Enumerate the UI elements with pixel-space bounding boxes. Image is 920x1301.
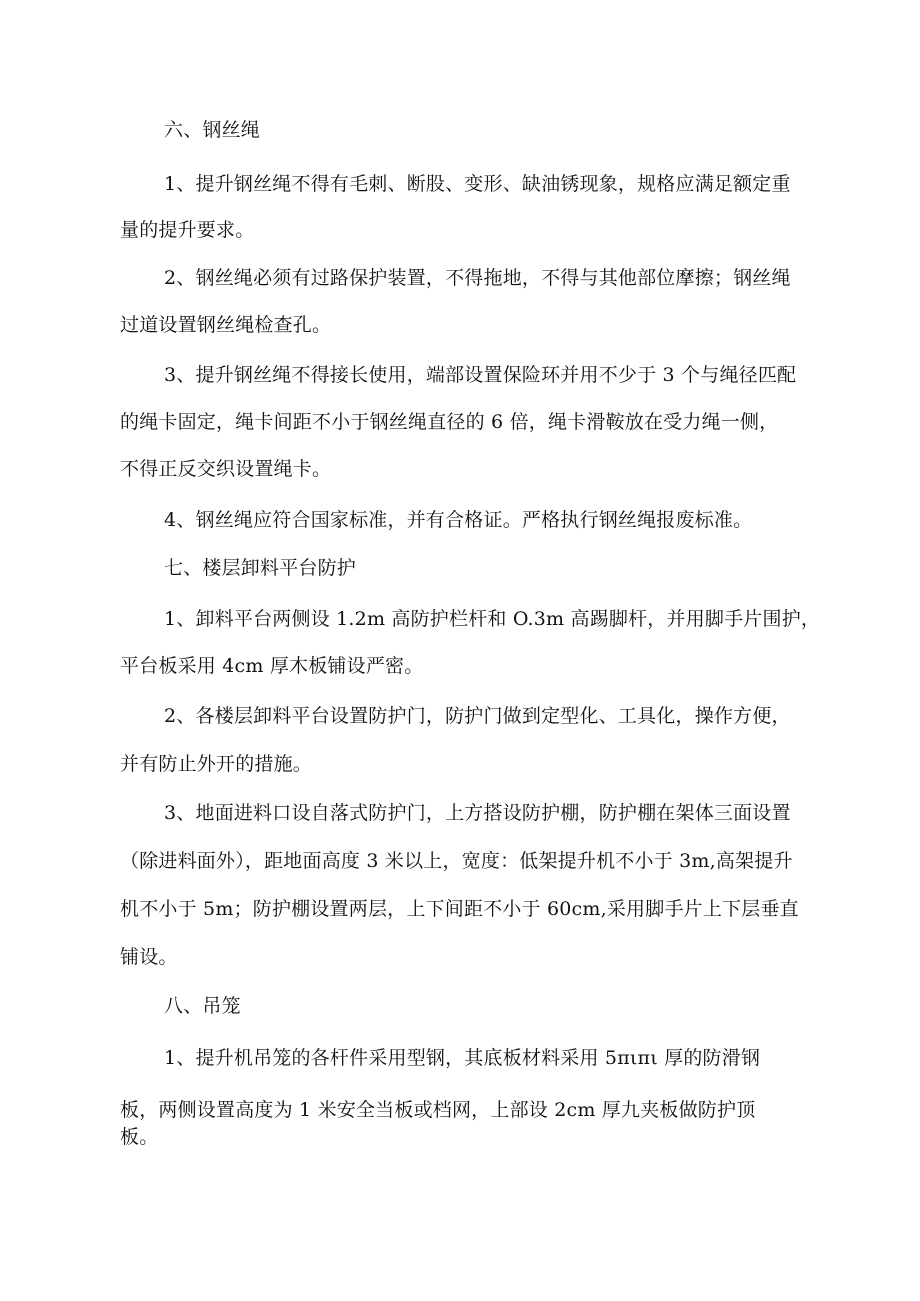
section-6-heading: 六、钢丝绳 [164, 119, 261, 141]
s8-item-1-line-2: 板，两侧设置高度为 1 米安全当板或档网，上部设 2cm 厚九夹板做防护顶 [120, 1099, 756, 1121]
s6-item-2-line-2: 过道设置钢丝绳检查孔。 [120, 314, 332, 336]
s7-item-2-line-1: 2、各楼层卸料平台设置防护门，防护门做到定型化、工具化，操作方便， [164, 705, 791, 727]
s7-item-1-line-2: 平台板采用 4cm 厚木板铺设严密。 [120, 655, 424, 677]
s6-item-3-line-2: 的绳卡固定，绳卡间距不小于钢丝绳直径的 6 倍，绳卡滑鞍放在受力绳一侧， [120, 411, 779, 433]
s6-item-4-line-1: 4、钢丝绳应符合国家标准，并有合格证。严格执行钢丝绳报废标准。 [164, 509, 753, 531]
s7-item-1-line-1: 1、卸料平台两侧设 1.2m 高防护栏杆和 O.3m 高踢脚杆，并用脚手片围护， [164, 608, 821, 630]
s6-item-2-line-1: 2、钢丝绳必须有过路保护装置，不得拖地，不得与其他部位摩擦；钢丝绳 [164, 267, 791, 289]
s7-item-2-line-2: 并有防止外开的措施。 [120, 753, 313, 775]
s6-item-3-line-1: 3、提升钢丝绳不得接长使用，端部设置保险环并用不少于 3 个与绳径匹配 [164, 364, 797, 386]
section-7-heading: 七、楼层卸料平台防护 [164, 557, 357, 579]
s7-item-3-line-1: 3、地面进料口设自落式防护门，上方搭设防护棚，防护棚在架体三面设置 [164, 802, 791, 824]
s6-item-1-line-1: 1、提升钢丝绳不得有毛刺、断股、变形、缺油锈现象，规格应满足额定重 [164, 173, 791, 195]
s7-item-3-line-2: （除进料面外），距地面高度 3 米以上，宽度：低架提升机不小于 3m,高架提升 [120, 850, 793, 872]
s7-item-3-line-4: 铺设。 [120, 946, 178, 968]
s6-item-3-line-3: 不得正反交织设置绳卡。 [120, 458, 332, 480]
s6-item-1-line-2: 量的提升要求。 [120, 219, 255, 241]
section-8-heading: 八、吊笼 [164, 995, 241, 1017]
s8-item-1-line-1: 1、提升机吊笼的各杆件采用型钢，其底板材料采用 5πιπι 厚的防滑钢 [164, 1047, 761, 1069]
s7-item-3-line-3: 机不小于 5m；防护棚设置两层，上下间距不小于 60cm,采用脚手片上下层垂直 [120, 898, 799, 920]
s8-item-1-line-3: 板。 [120, 1126, 159, 1148]
